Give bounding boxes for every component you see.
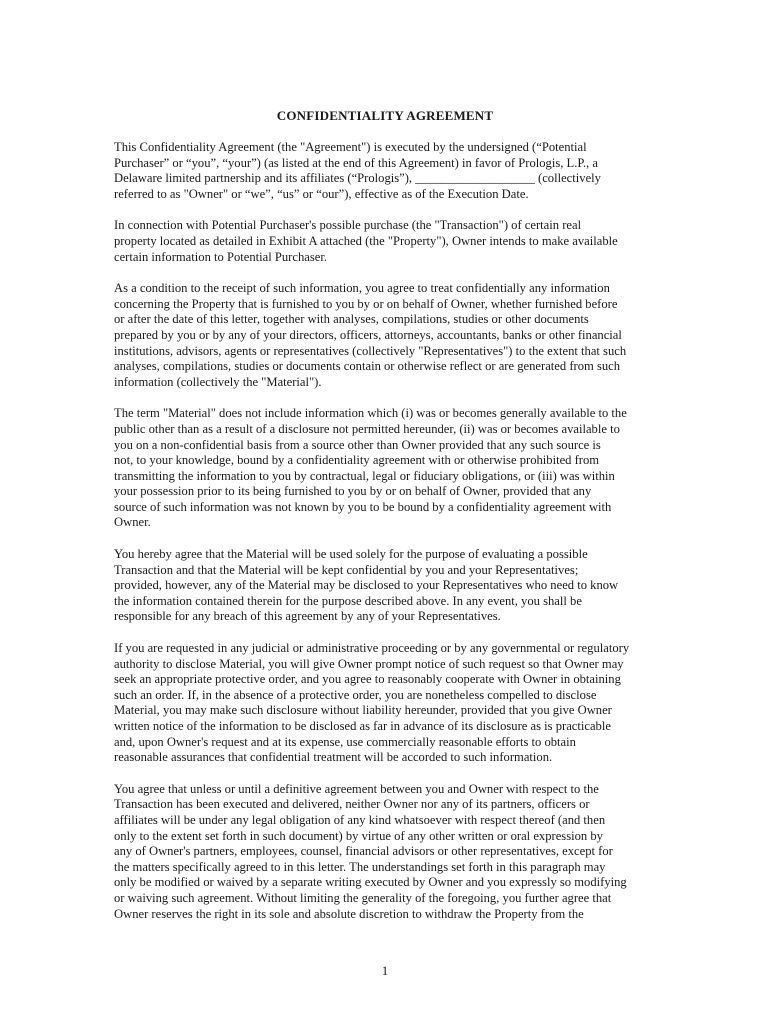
text-line: public other than as a result of a disclosure not permitted hereunder, (ii) was or becomes available to [114,421,620,436]
text-line: or after the date of this letter, together with analyses, compilations, studies or other documents [114,312,589,327]
text-line: affiliates will be under any legal obligation of any kind whatsoever with respect thereof (and then [114,812,606,827]
text-line: Owner. [114,515,151,530]
text-line: source of such information was not known by you to be bound by a confidentiality agreement with [114,499,612,514]
text-line: As a condition to the receipt of such information, you agree to treat confidentially any information [114,281,610,296]
text-line: Owner reserves the right in its sole and absolute discretion to withdraw the Property from the [114,906,584,921]
text-line: the matters specifically agreed to in this letter. The understandings set forth in this paragraph may [114,859,606,874]
text-line: seek an appropriate protective order, and you agree to reasonably cooperate with Owner in obtaining [114,672,621,687]
text-line: authority to disclose Material, you will give Owner prompt notice of such request so that Owner may [114,656,624,671]
page-number: 1 [381,963,389,978]
text-line: any of Owner's partners, employees, counsel, financial advisors or other representatives, except for [114,844,613,859]
text-line: analyses, compilations, studies or documents contain or otherwise reflect or are generated from such [114,359,621,374]
text-line: such an order. If, in the absence of a protective order, you are nonetheless compelled to disclose [114,687,597,702]
text-line: If you are requested in any judicial or administrative proceeding or by any governmental or regulatory [114,641,630,656]
text-line: you on a non-confidential basis from a source other than Owner provided that any such source is [114,437,601,452]
text-line: your possession prior to its being furnished to you by or on behalf of Owner, provided that any [114,484,592,499]
text-line: and, upon Owner's request and at its expense, use commercially reasonable efforts to obtain [114,734,576,749]
text-line: the information contained therein for the purpose described above. In any event, you shall be [114,593,582,608]
text-line: certain information to Potential Purchaser. [114,249,327,264]
paragraph [114,281,659,390]
text-line: Delaware limited partnership and its affiliates (“Prologis”), ___________________ (collectively [114,171,601,186]
text-line: provided, however, any of the Material may be disclosed to your Representatives who need to know [114,578,619,593]
text-line: property located as detailed in Exhibit A attached (the "Property"), Owner intends to make available [114,233,618,248]
text-line: only to the extent set forth in such document) by virtue of any other written or oral expression by [114,828,603,843]
text-line: This Confidentiality Agreement (the "Agreement") is executed by the undersigned (“Potential [114,140,587,154]
text-line: only be modified or waived by a separate writing executed by Owner and you expressly so modifying [114,875,627,890]
text-line: transmitting the information to you by contractual, legal or fiduciary obligations, or (iii) was within [114,468,615,483]
paragraph [114,406,659,531]
paragraph [114,218,659,265]
text-line: or waiving such agreement. Without limiting the generality of the foregoing, you further agree that [114,890,612,905]
text-line: not, to your knowledge, bound by a confidentiality agreement with or otherwise prohibited from [114,453,600,468]
text-line: referred to as "Owner" or “we”, “us” or “our”), effective as of the Execution Date. [114,186,529,201]
document-title: CONFIDENTIALITY AGREEMENT [276,108,494,123]
paragraph [114,641,659,766]
text-line: You agree that unless or until a definitive agreement between you and Owner with respect to the [114,781,599,796]
paragraph [114,782,659,922]
text-line: In connection with Potential Purchaser's possible purchase (the "Transaction") of certain real [114,218,582,233]
text-line: Material, you may make such disclosure without liability hereunder, provided that you give Owner [114,703,612,718]
text-line: responsible for any breach of this agreement by any of your Representatives. [114,609,501,624]
text-line: information (collectively the "Material"). [114,374,322,389]
paragraph [114,547,659,625]
text-line: You hereby agree that the Material will be used solely for the purpose of evaluating a possible [114,547,588,562]
text-line: The term "Material" does not include information which (i) was or becomes generally available to the [114,406,627,421]
paragraph [114,140,659,202]
text-line: institutions, advisors, agents or representatives (collectively "Representatives") to the extent that such [114,343,627,358]
text-line: Transaction and that the Material will be kept confidential by you and your Representatives; [114,562,579,577]
text-line: Purchaser” or “you”, “your”) (as listed at the end of this Agreement) in favor of Prologis, L.P., a [114,155,599,170]
text-line: reasonable assurances that confidential treatment will be accorded to such information. [114,750,553,765]
text-line: Transaction has been executed and delivered, neither Owner nor any of its partners, officers or [114,797,590,812]
text-line: concerning the Property that is furnished to you by or on behalf of Owner, whether furnished before [114,296,618,311]
document-body [114,140,659,938]
text-line: prepared by you or by any of your directors, officers, attorneys, accountants, banks or other financial [114,327,622,342]
text-line: written notice of the information to be disclosed as far in advance of its disclosure as is practicable [114,719,611,733]
